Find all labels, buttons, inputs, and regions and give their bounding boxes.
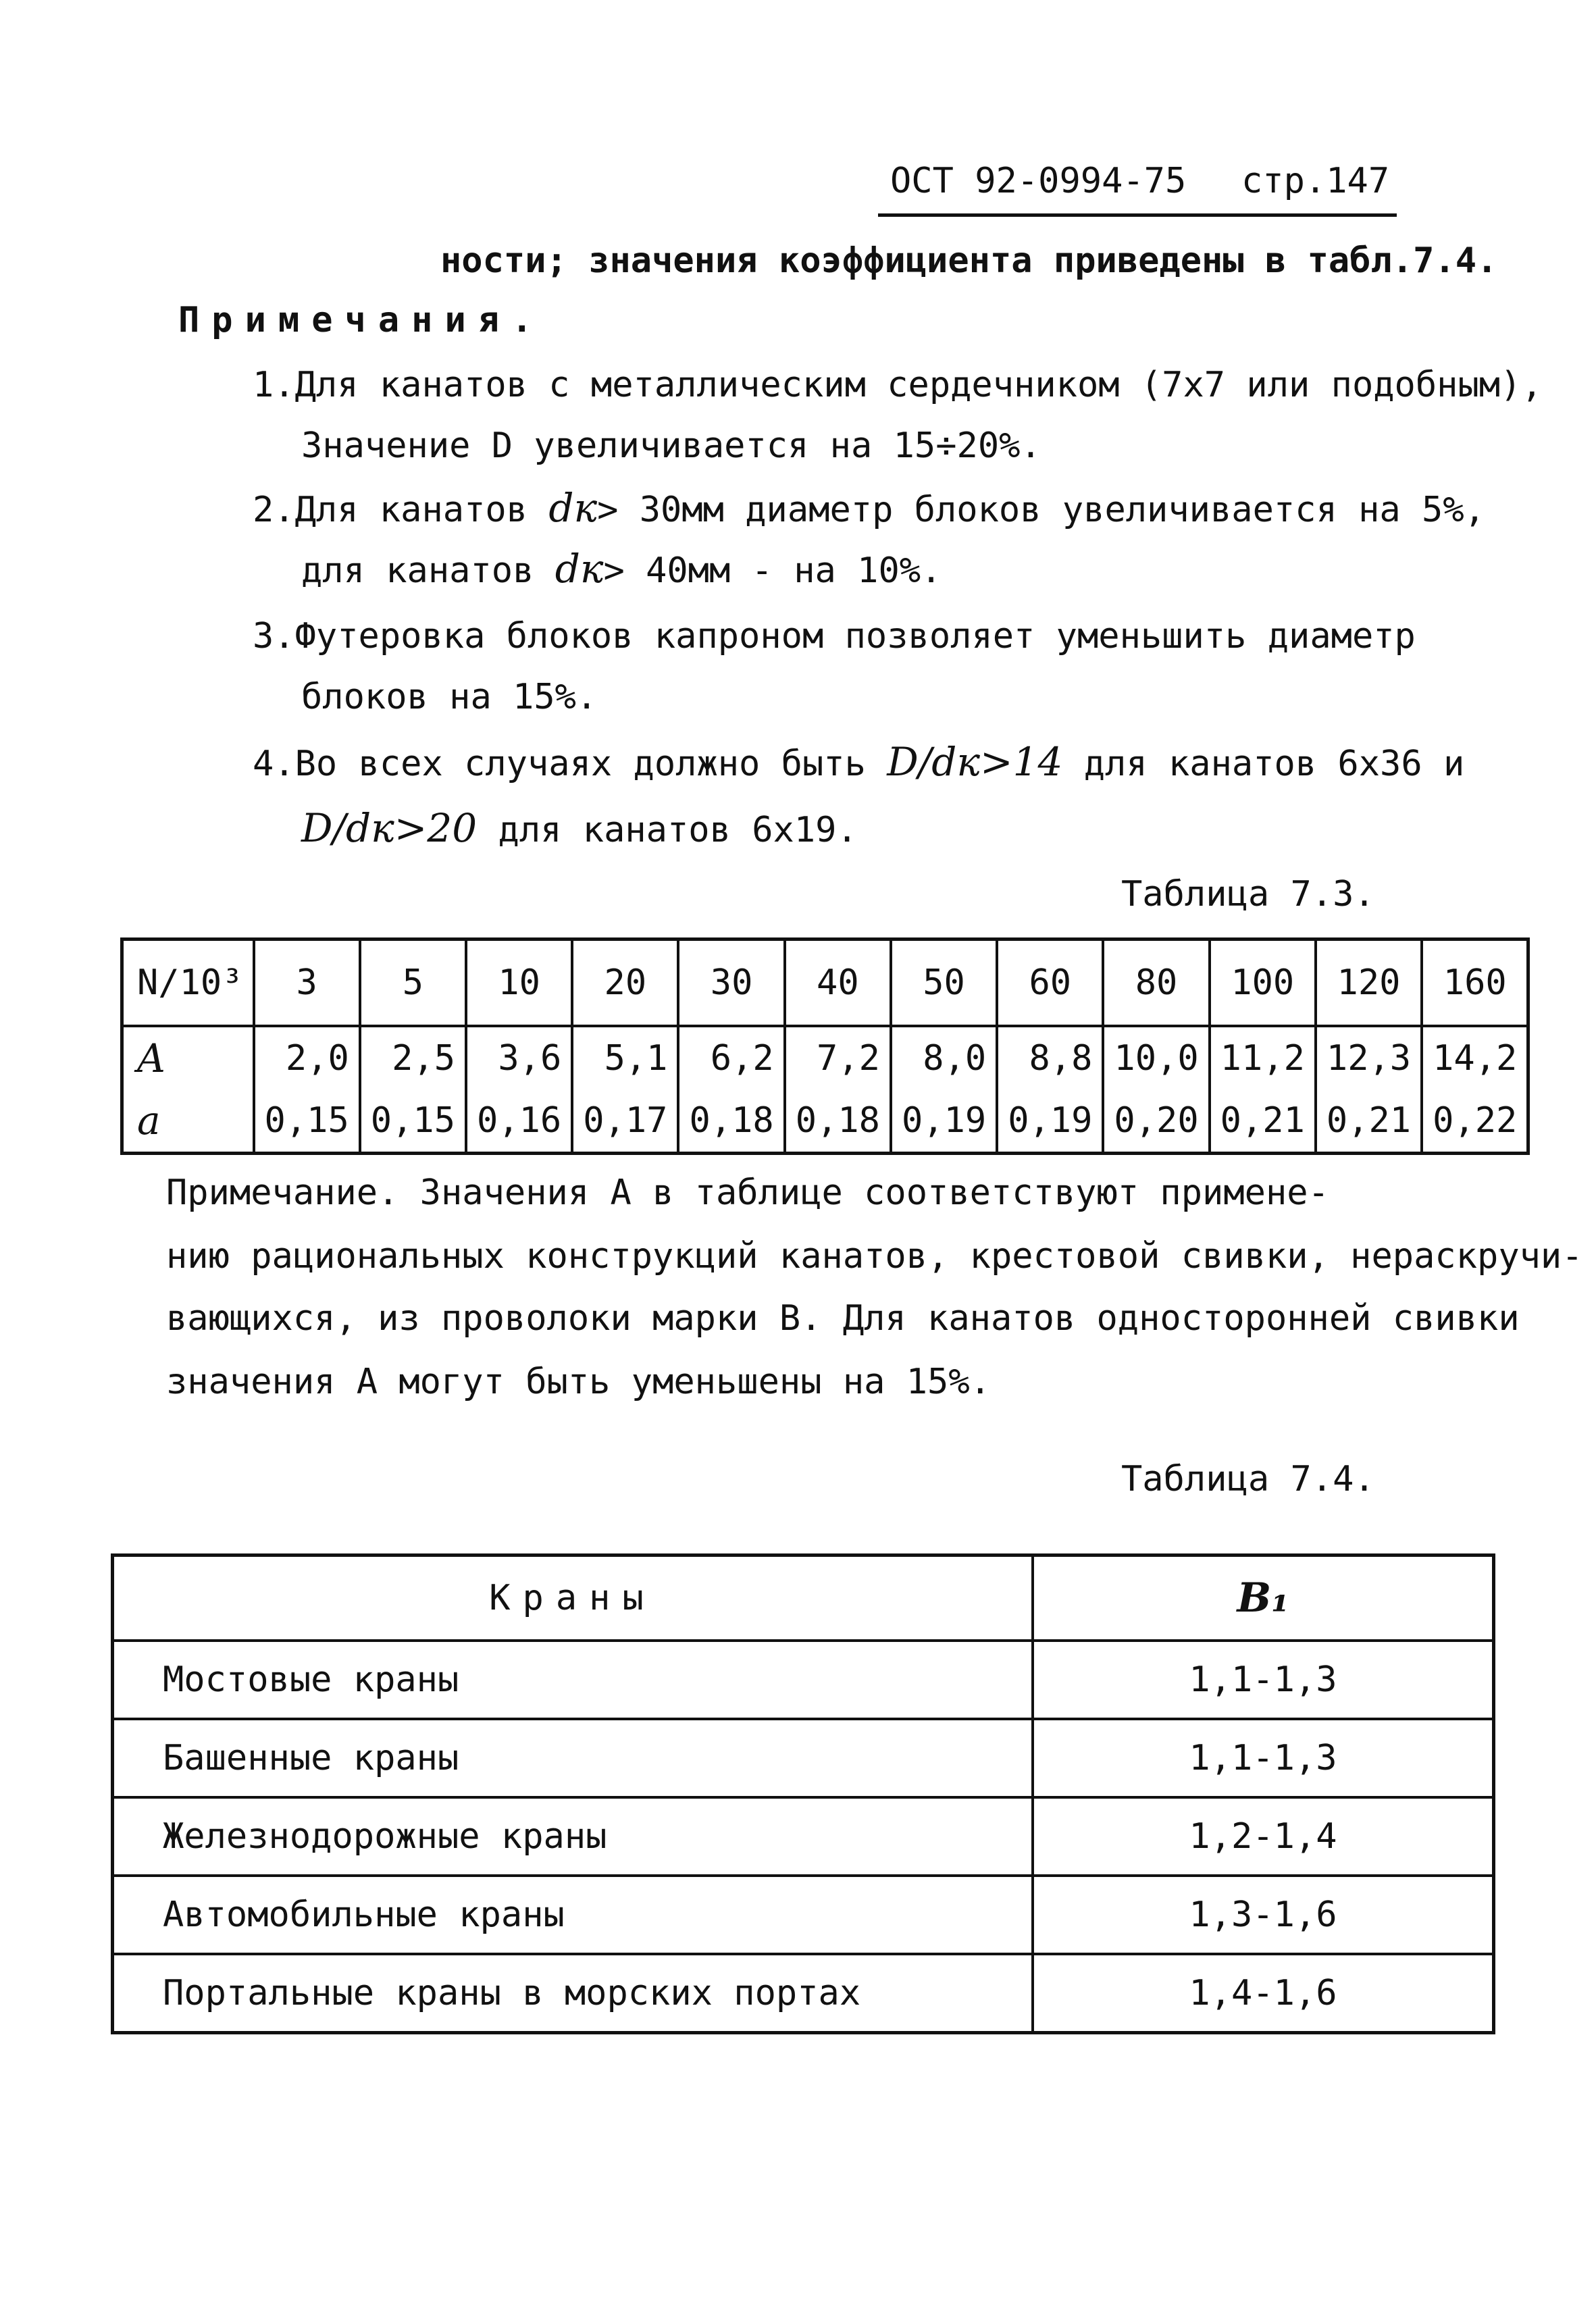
header-cell: 40 xyxy=(785,940,891,1027)
header-cell: 160 xyxy=(1422,940,1528,1027)
table-cell: 0,15 xyxy=(254,1089,360,1154)
header-cell: 20 xyxy=(572,940,678,1027)
coefficient-cell: 1,4-1,6 xyxy=(1033,1954,1494,2033)
note-single-line-1: Примечание. Значения А в таблице соответствуют примене- xyxy=(166,1173,1329,1213)
row-symbol: A xyxy=(137,1035,165,1081)
coefficient-cell: 1,1-1,3 xyxy=(1033,1641,1494,1719)
row-label-cell xyxy=(122,1026,254,1089)
crane-type-cell: Башенные краны xyxy=(113,1719,1033,1797)
table-cell: 0,21 xyxy=(1316,1089,1422,1154)
header-cell: 120 xyxy=(1316,940,1422,1027)
table-7-4-caption: Таблица 7.4. xyxy=(1121,1459,1375,1499)
header-cell: 60 xyxy=(997,940,1103,1027)
row-symbol: a xyxy=(137,1098,161,1143)
table-cell: 0,16 xyxy=(466,1089,572,1154)
header-cell: 30 xyxy=(678,940,784,1027)
table-cell: 0,18 xyxy=(785,1089,891,1154)
table-cell: 0,20 xyxy=(1103,1089,1209,1154)
table-header-row xyxy=(122,940,1528,1027)
header-cell: 100 xyxy=(1210,940,1316,1027)
table-cell: 8,0 xyxy=(891,1026,997,1089)
table-cell: 0,17 xyxy=(572,1089,678,1154)
table-cell: 0,19 xyxy=(997,1089,1103,1154)
note-4-line-2-post: для канатов 6х19. xyxy=(498,810,858,850)
header-cell: 10 xyxy=(466,940,572,1027)
note-3-line-2: блоков на 15%. xyxy=(301,677,598,717)
table-cell: 5,1 xyxy=(572,1026,678,1089)
table-cell: 0,21 xyxy=(1210,1089,1316,1154)
dk-symbol: dк xyxy=(555,546,604,592)
note-single-line-4: значения А могут быть уменьшены на 15%. xyxy=(166,1362,991,1402)
note-4-line-2 xyxy=(301,805,858,851)
table-cell: 0,22 xyxy=(1422,1089,1528,1154)
table-cell: 2,0 xyxy=(254,1026,360,1089)
table-row xyxy=(113,1876,1494,1954)
table-7-4 xyxy=(111,1553,1495,2034)
table-7-3 xyxy=(120,937,1530,1155)
table-cell: 6,2 xyxy=(678,1026,784,1089)
dk-symbol: dк xyxy=(548,485,598,531)
note-4-line-1-post: для канатов 6х36 и xyxy=(1083,744,1465,784)
crane-type-cell: Железнодорожные краны xyxy=(113,1797,1033,1876)
table-row xyxy=(113,1641,1494,1719)
table-cell: 3,6 xyxy=(466,1026,572,1089)
note-1-line-2: Значение D увеличивается на 15÷20%. xyxy=(301,426,1041,466)
table-cell: 11,2 xyxy=(1210,1026,1316,1089)
table-cell: 0,15 xyxy=(360,1089,466,1154)
table-header-row xyxy=(113,1555,1494,1641)
table-cell: 12,3 xyxy=(1316,1026,1422,1089)
note-2-line-1-pre: 2.Для канатов xyxy=(253,490,527,530)
note-2-line-2-pre: для канатов xyxy=(301,550,534,591)
note-3-line-1: 3.Футеровка блоков капроном позволяет уменьшить диаметр xyxy=(253,616,1416,657)
note-single-line-3: вающихся, из проволоки марки В. Для канатов односторонней свивки xyxy=(166,1298,1520,1339)
note-single-line-2: нию рациональных конструкций канатов, крестовой свивки, нераскручи- xyxy=(166,1236,1583,1277)
table-cell: 10,0 xyxy=(1103,1026,1209,1089)
crane-type-cell: Мостовые краны xyxy=(113,1641,1033,1719)
table-cell: 14,2 xyxy=(1422,1026,1528,1089)
header-cell-cranes: Краны xyxy=(113,1555,1033,1641)
header-cell-n: N/10³ xyxy=(122,940,254,1027)
notes-title: Примечания. xyxy=(178,300,545,340)
note-1-line-1: 1.Для канатов с металлическим сердечником (7х7 или подобным), xyxy=(253,365,1543,405)
table-row xyxy=(113,1797,1494,1876)
table-7-3-caption: Таблица 7.3. xyxy=(1121,874,1375,915)
table-row xyxy=(122,1026,1528,1089)
header-underline xyxy=(878,213,1397,217)
crane-type-cell: Портальные краны в морских портах xyxy=(113,1954,1033,2033)
table-cell: 2,5 xyxy=(360,1026,466,1089)
table-cell: 0,18 xyxy=(678,1089,784,1154)
note-2-line-1-post: > 30мм диаметр блоков увеличивается на 5%, xyxy=(597,490,1485,530)
ratio-formula-14: D/dк>14 xyxy=(887,739,1063,785)
header-cell: 5 xyxy=(360,940,466,1027)
table-row xyxy=(113,1719,1494,1797)
page-number: стр.147 xyxy=(1241,161,1390,201)
ratio-formula-20: D/dк>20 xyxy=(301,805,478,851)
row-label-cell xyxy=(122,1089,254,1154)
doc-code: ОСТ 92-0994-75 xyxy=(890,161,1187,201)
header-cell: 80 xyxy=(1103,940,1209,1027)
table-row xyxy=(113,1954,1494,2033)
note-4-line-1-pre: 4.Во всех случаях должно быть xyxy=(253,744,866,784)
coefficient-cell: 1,1-1,3 xyxy=(1033,1719,1494,1797)
coefficient-cell: 1,3-1,6 xyxy=(1033,1876,1494,1954)
coefficient-cell: 1,2-1,4 xyxy=(1033,1797,1494,1876)
note-2-line-2 xyxy=(301,548,942,591)
intro-line: ности; значения коэффициента приведены в табл.7.4. xyxy=(440,240,1498,281)
header-cell: 3 xyxy=(254,940,360,1027)
header-cell: 50 xyxy=(891,940,997,1027)
table-cell: 8,8 xyxy=(997,1026,1103,1089)
table-cell: 7,2 xyxy=(785,1026,891,1089)
note-4-line-1 xyxy=(253,739,1465,785)
note-2-line-1 xyxy=(253,485,1485,531)
note-2-line-2-post: > 40мм - на 10%. xyxy=(603,550,942,591)
table-cell: 0,19 xyxy=(891,1089,997,1154)
header-cell-b1: B₁ xyxy=(1033,1555,1494,1641)
table-row xyxy=(122,1089,1528,1154)
crane-type-cell: Автомобильные краны xyxy=(113,1876,1033,1954)
